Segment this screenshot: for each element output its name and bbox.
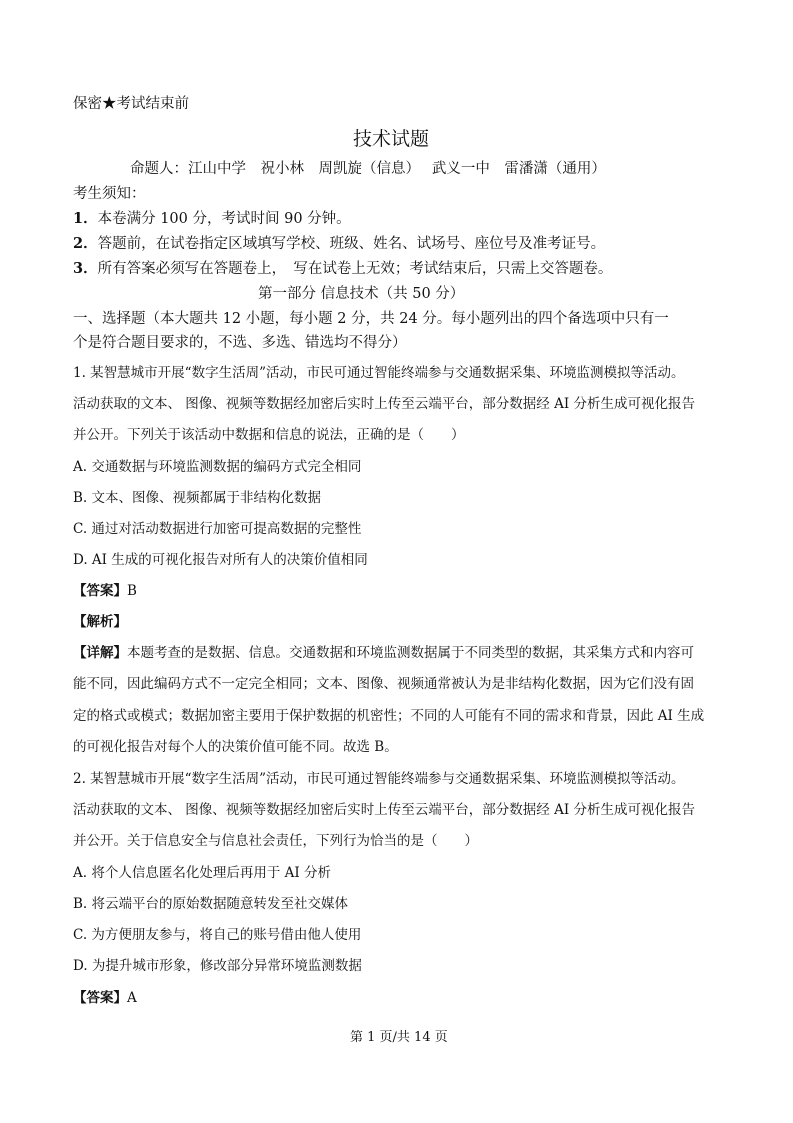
notice-text: 所有答案必须写在答题卷上， 写在试卷上无效；考试结束后，只需上交答题卷。 [97, 261, 613, 277]
page-title: 技术试题 [353, 128, 430, 150]
section-intro-line-2: 个是符合题目要求的，不选、多选、错选均不得分） [73, 335, 407, 351]
question-1-analysis-label [73, 610, 127, 630]
notice-item-2 [73, 232, 605, 253]
question-2-option-c: C. 为方便朋友参与，将自己的账号借由他人使用 [73, 927, 362, 943]
question-1-detail-line-2: 能不同，因此编码方式不一定完全相同；文本、图像、视频通常被认为是非结构化数据，因为它们没有固 [73, 676, 694, 692]
question-1-stem-line-2: 活动获取的文本、 图像、视频等数据经加密后实时上传至云端平台，部分数据经 AI 分析生成可视化报告 [73, 396, 695, 412]
notice-item-3 [73, 257, 612, 278]
question-2-option-a: A. 将个人信息匿名化处理后再用于 AI 分析 [73, 865, 331, 881]
notice-number: 3． [73, 260, 98, 277]
question-1-option-d: D. AI 生成的可视化报告对所有人的决策价值相同 [73, 552, 368, 568]
notice-item-1 [73, 207, 351, 228]
confidential-header: 保密★考试结束前 [73, 96, 189, 112]
question-2-option-b: B. 将云端平台的原始数据随意转发至社交媒体 [73, 896, 349, 912]
question-2-stem-line-1: 2. 某智慧城市开展“数字生活周”活动，市民可通过智能终端参与交通数据采集、环境监测模拟等活动。 [73, 771, 685, 787]
notice-text: 本卷满分 100 分，考试时间 90 分钟。 [97, 211, 351, 227]
question-2-option-d: D. 为提升城市形象，修改部分异常环境监测数据 [73, 958, 362, 974]
question-1-stem-line-3: 并公开。下列关于该活动中数据和信息的说法，正确的是（ ） [73, 427, 465, 443]
answer-value: A [127, 990, 137, 1006]
detail-label: 【详解】 [73, 645, 127, 661]
question-1-detail-line-1 [73, 641, 694, 661]
question-1-stem-line-1: 1. 某智慧城市开展“数字生活周”活动，市民可通过智能终端参与交通数据采集、环境监测模拟等活动。 [73, 365, 685, 381]
question-1-answer [73, 579, 137, 599]
answer-label: 【答案】 [73, 990, 127, 1006]
authors-line: 命题人：江山中学 祝小林 周凯旋（信息） 武义一中 雷潘潇（通用） [130, 161, 606, 177]
question-1-option-b: B. 文本、图像、视频都属于非结构化数据 [73, 490, 322, 506]
notice-heading: 考生须知： [73, 186, 146, 202]
question-1-detail-line-4: 的可视化报告对每个人的决策价值可能不同。故选 B。 [73, 739, 398, 755]
question-1-option-a: A. 交通数据与环境监测数据的编码方式完全相同 [73, 459, 362, 475]
answer-value: B [127, 583, 137, 599]
detail-text: 本题考查的是数据、信息。交通数据和环境监测数据属于不同类型的数据，其采集方式和内容可 [127, 645, 694, 661]
page-footer: 第 1 页/共 14 页 [350, 1030, 448, 1045]
analysis-label: 【解析】 [73, 614, 127, 630]
section-intro-line-1: 一、选择题（本大题共 12 小题，每小题 2 分，共 24 分。每小题列出的四个备选项中只有一 [73, 311, 669, 327]
question-1-detail-line-3: 定的格式或模式；数据加密主要用于保护数据的机密性；不同的人可能有不同的需求和背景，因此 AI 生成 [73, 708, 705, 724]
question-2-stem-line-3: 并公开。关于信息安全与信息社会责任，下列行为恰当的是（ ） [73, 833, 478, 849]
answer-label: 【答案】 [73, 583, 127, 599]
notice-text: 答题前，在试卷指定区域填写学校、班级、姓名、试场号、座位号及准考证号。 [97, 236, 606, 252]
question-2-answer [73, 986, 137, 1006]
notice-number: 1． [73, 210, 98, 227]
part-title: 第一部分 信息技术（共 50 分） [258, 286, 465, 302]
question-1-option-c: C. 通过对活动数据进行加密可提高数据的完整性 [73, 521, 362, 537]
question-2-stem-line-2: 活动获取的文本、 图像、视频等数据经加密后实时上传至云端平台，部分数据经 AI 分析生成可视化报告 [73, 802, 695, 818]
notice-number: 2． [73, 235, 98, 252]
